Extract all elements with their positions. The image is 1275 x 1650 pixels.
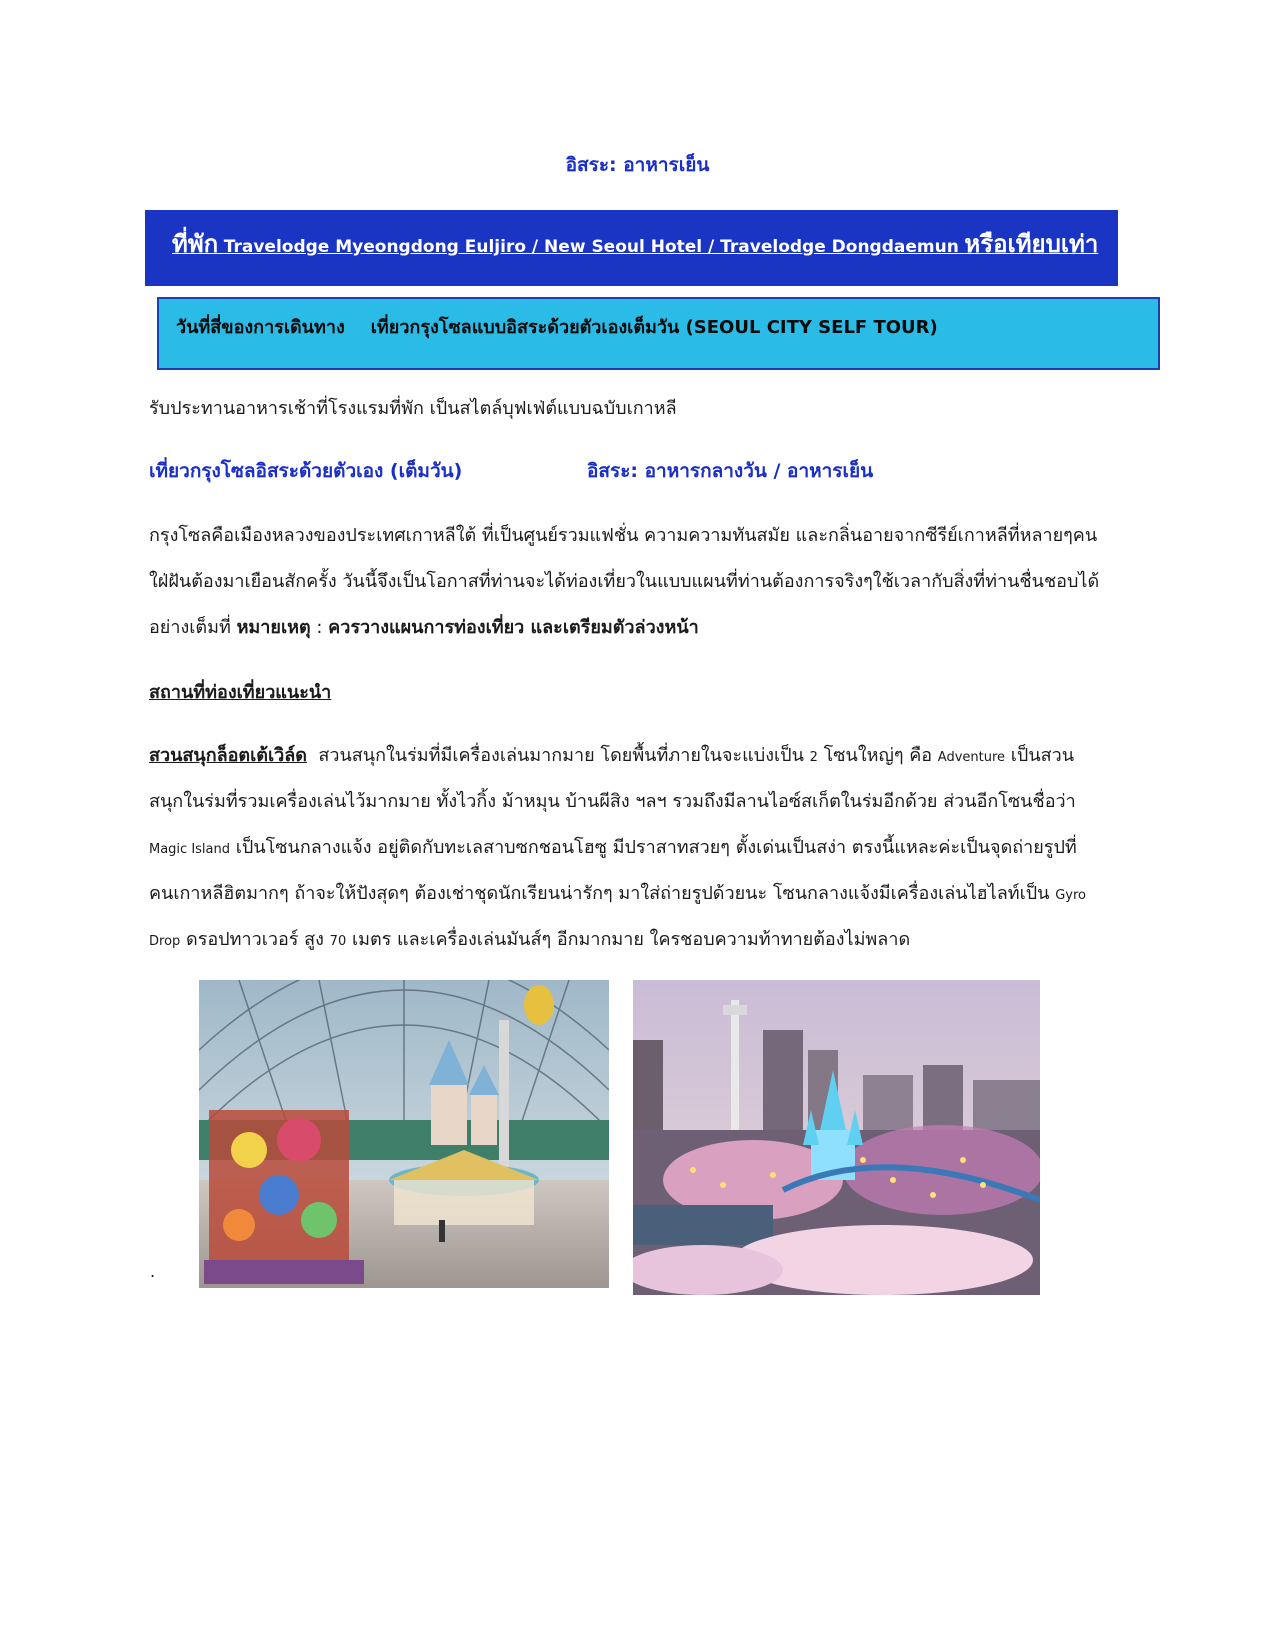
lotte-l3: เป็นโซนกลางแจ้ง อยู่ติดกับทะเลสาบซกชอนโฮซู มีปราสาทสวยๆ ตั้งเด่นเป็นสง่า ตรงนี้แหละค่ะเป็นจุดถ่ายรูปที่ bbox=[235, 837, 1077, 858]
note-label: หมายเหตุ bbox=[236, 617, 311, 638]
outdoor-photo-svg bbox=[633, 980, 1040, 1295]
lotte-world-indoor-photo bbox=[199, 980, 609, 1288]
meal-note-top: อิสระ: อาหารเย็น bbox=[565, 154, 710, 176]
hotel-banner bbox=[145, 210, 1118, 286]
hotel-text bbox=[172, 224, 1098, 263]
breakfast-text: รับประทานอาหารเช้าที่โรงแรมที่พัก เป็นสไตล์บุฟเฟ่ต์แบบฉบับเกาหลี bbox=[149, 398, 677, 419]
lotte-zone-count: 2 bbox=[809, 750, 818, 765]
day-banner bbox=[157, 297, 1160, 370]
gyro-label: Gyro bbox=[1055, 888, 1086, 903]
lotte-line-2: สนุกในร่มที่รวมเครื่องเล่นไว้มากมาย ทั้งไวกิ้ง ม้าหมุน บ้านผีสิง ฯลฯ รวมถึงมีลานไอซ์สเก็ตในร่มอีกด้วย ส่วนอีกโซนชื่อว่า bbox=[149, 791, 1076, 812]
hotel-prefix: ที่พัก bbox=[172, 230, 219, 258]
day-text bbox=[176, 312, 938, 341]
magic-island-photo bbox=[633, 980, 1040, 1295]
note-separator: : bbox=[310, 617, 329, 638]
lotte-line-3 bbox=[149, 832, 1077, 861]
lotte-l5b: เมตร และเครื่องเล่นมันส์ๆ อีกมากมาย ใครชอบความท้าทายต้องไม่พลาด bbox=[351, 929, 911, 950]
free-day-label: เที่ยวกรุงโซลอิสระด้วยตัวเอง (เต็มวัน) bbox=[149, 460, 463, 482]
lotte-l5a: ดรอปทาวเวอร์ สูง bbox=[186, 929, 324, 950]
adventure-label: Adventure bbox=[937, 750, 1006, 765]
free-day-meals: อิสระ: อาหารกลางวัน / อาหารเย็น bbox=[587, 460, 874, 482]
intro-line-1: กรุงโซลคือเมืองหลวงของประเทศเกาหลีใต้ ที่เป็นศูนย์รวมแฟชั่น ความความทันสมัย และกลิ่นอายจากซีรีย์เกาหลีที่หลายๆคน bbox=[149, 525, 1098, 546]
lotte-l1b: โซนใหญ่ๆ คือ bbox=[823, 745, 933, 766]
lotte-line-4 bbox=[149, 878, 1086, 907]
recommend-heading: สถานที่ท่องเที่ยวแนะนำ bbox=[149, 682, 332, 703]
lotte-l1: สวนสนุกในร่มที่มีเครื่องเล่นมากมาย โดยพื้นที่ภายในจะแบ่งเป็น bbox=[318, 745, 804, 766]
tower-height: 70 bbox=[329, 934, 347, 949]
day-title: เที่ยวกรุงโซลแบบอิสระด้วยตัวเองเต็มวัน (SEOUL CITY SELF TOUR) bbox=[370, 317, 938, 338]
stray-period: . bbox=[150, 1262, 156, 1281]
lotte-l4: คนเกาหลีฮิตมากๆ ถ้าจะให้ปังสุดๆ ต้องเช่าชุดนักเรียนน่ารักๆ มาใส่ถ่ายรูปด้วยนะ โซนกลางแจ้งมีเครื่องเล่นไฮไลท์เป็น bbox=[149, 883, 1050, 904]
lotte-line-1 bbox=[149, 740, 1074, 769]
day-number: วันที่สี่ของการเดินทาง bbox=[176, 317, 345, 338]
intro-line-3 bbox=[149, 612, 699, 641]
indoor-photo-svg bbox=[199, 980, 609, 1288]
lotte-l1c: เป็นสวน bbox=[1010, 745, 1075, 766]
hotel-names: Travelodge Myeongdong Euljiro / New Seoul Hotel / Travelodge Dongdaemun bbox=[223, 237, 959, 257]
intro-line-3-start: อย่างเต็มที่ bbox=[149, 617, 231, 638]
lotte-world-name: สวนสนุกล็อตเต้เวิล์ด bbox=[149, 745, 307, 766]
hotel-suffix: หรือเทียบเท่า bbox=[964, 230, 1099, 258]
drop-label: Drop bbox=[149, 934, 181, 949]
lotte-line-5 bbox=[149, 924, 910, 953]
note-text: ควรวางแผนการท่องเที่ยว และเตรียมตัวล่วงหน้า bbox=[328, 617, 699, 638]
magic-island-label: Magic Island bbox=[149, 842, 231, 857]
intro-line-2: ใฝ่ฝันต้องมาเยือนสักครั้ง วันนี้จึงเป็นโอกาสที่ท่านจะได้ท่องเที่ยวในแบบแผนที่ท่านต้องการจริงๆใช้เวลากับสิ่งที่ท่านชื่นชอบได้ bbox=[149, 571, 1100, 592]
